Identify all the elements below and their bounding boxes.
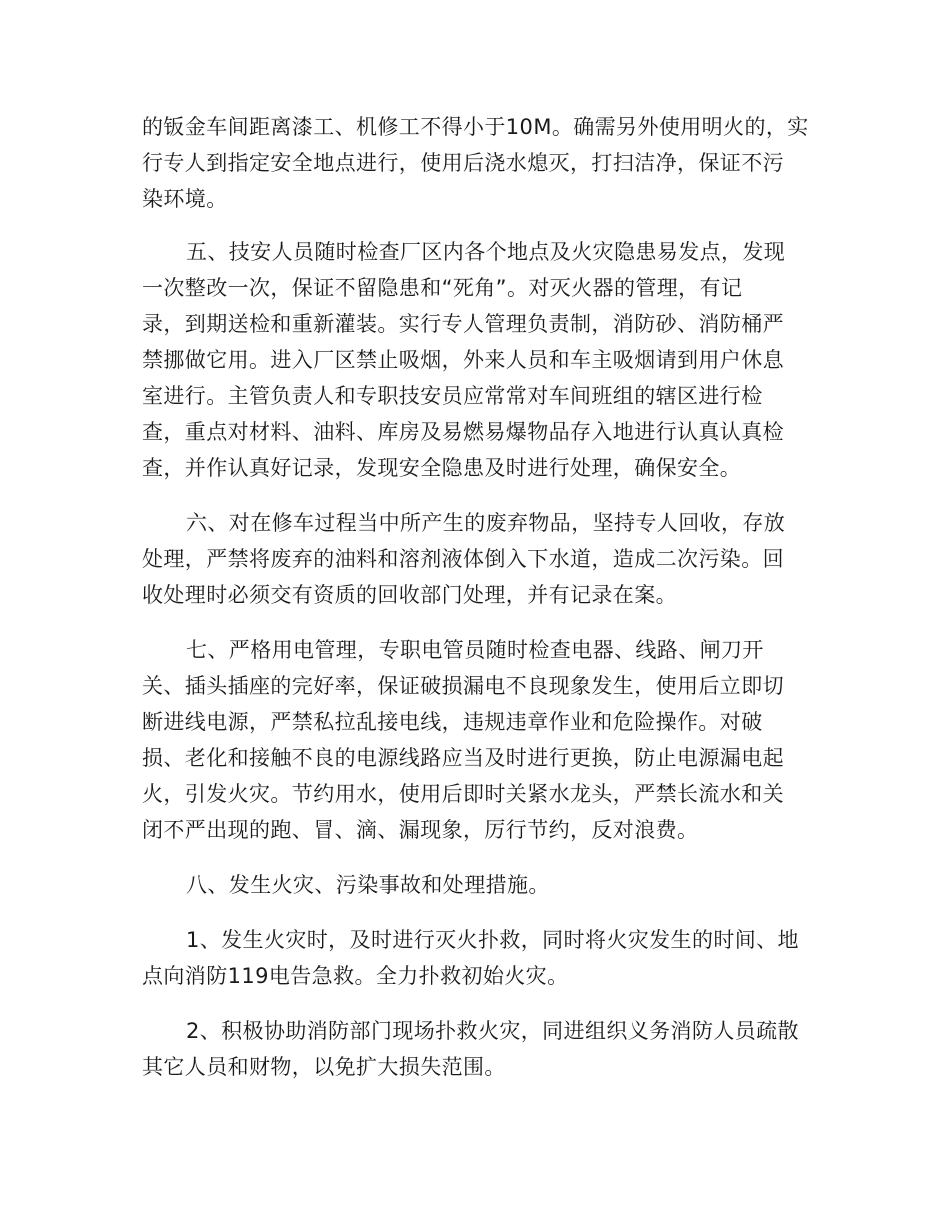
- paragraph-line: 八、发生火灾、污染事故和处理措施。: [186, 873, 550, 897]
- paragraph-line: 断进线电源，严禁私拉乱接电线，违规违章作业和危险操作。对破: [142, 710, 763, 734]
- paragraph-line: 查，重点对材料、油料、库房及易燃易爆物品存入地进行认真认真检: [142, 420, 784, 444]
- paragraph-line: 闭不严出现的跑、冒、滴、漏现象，厉行节约，反对浪费。: [142, 818, 699, 842]
- paragraph-line: 室进行。主管负责人和专职技安员应常常对车间班组的辖区进行检: [142, 384, 763, 408]
- paragraph-line: 处理，严禁将废弃的油料和溶剂液体倒入下水道，造成二次污染。回: [142, 547, 784, 571]
- paragraph-line: 七、严格用电管理，专职电管员随时检查电器、线路、闸刀开: [186, 638, 764, 662]
- paragraph-line: 其它人员和财物，以免扩大损失范围。: [142, 1055, 506, 1079]
- paragraph-line: 点向消防119电告急救。全力扑救初始火灾。: [142, 964, 569, 988]
- paragraph-line: 行专人到指定安全地点进行，使用后浇水熄灭，打扫洁净，保证不污: [142, 151, 784, 175]
- paragraph-line: 损、老化和接触不良的电源线路应当及时进行更换，防止电源漏电起: [142, 746, 784, 770]
- paragraph-line: 的钣金车间距离漆工、机修工不得小于10M。确需另外使用明火的，实: [142, 115, 809, 139]
- paragraph-line: 录，到期送检和重新灌装。实行专人管理负责制，消防砂、消防桶严: [142, 312, 784, 336]
- paragraph-line: 一次整改一次，保证不留隐患和“死角”。对灭火器的管理，有记: [142, 276, 743, 300]
- paragraph-line: 火，引发火灾。节约用水，使用后即时关紧水龙头，严禁长流水和关: [142, 782, 784, 806]
- paragraph-line: 五、技安人员随时检查厂区内各个地点及火灾隐患易发点，发现: [186, 240, 786, 264]
- paragraph-line: 查，并作认真好记录，发现安全隐患及时进行处理，确保安全。: [142, 456, 742, 480]
- paragraph-line: 染环境。: [142, 187, 228, 211]
- paragraph-line: 关、插头插座的完好率，保证破损漏电不良现象发生，使用后立即切: [142, 674, 784, 698]
- paragraph-line: 2、积极协助消防部门现场扑救火灾，同进组织义务消防人员疏散: [186, 1019, 799, 1043]
- paragraph-line: 禁挪做它用。进入厂区禁止吸烟，外来人员和车主吸烟请到用户休息: [142, 348, 784, 372]
- paragraph-line: 1、发生火灾时，及时进行灭火扑救，同时将火灾发生的时间、地: [186, 928, 799, 952]
- paragraph-line: 收处理时必须交有资质的回收部门处理，并有记录在案。: [142, 583, 677, 607]
- paragraph-line: 六、对在修车过程当中所产生的废弃物品，坚持专人回收，存放: [186, 511, 786, 535]
